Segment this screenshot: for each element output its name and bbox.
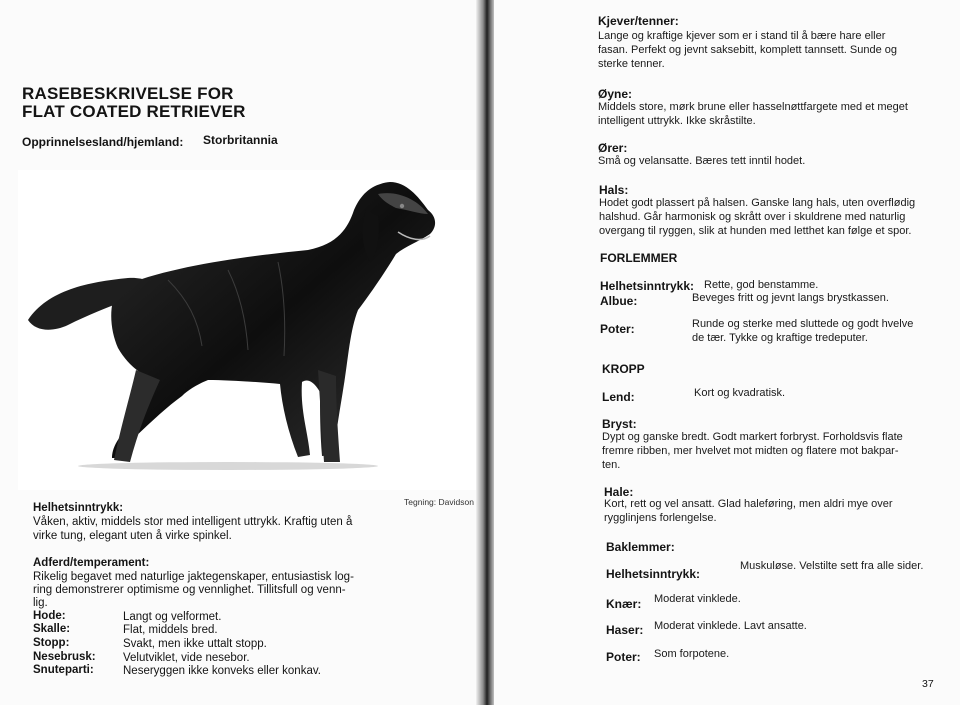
hind-feet-value: Som forpotene.	[654, 648, 730, 660]
tail-line-1: Kort, rett og vel ansatt. Glad haleføring, men aldri mye over	[604, 498, 893, 510]
book-gutter	[476, 0, 496, 705]
tail-line-2: rygglinjens forlengelse.	[604, 512, 717, 524]
elbow-label: Albue:	[600, 294, 638, 308]
temperament-label: Adferd/temperament:	[33, 557, 150, 569]
hind-general-value: Muskuløse. Velstilte sett fra alle sider.	[740, 560, 924, 572]
neck-line-2: halshud. Går harmonisk og skrått over i skuldrene med naturlig	[599, 211, 906, 223]
body-heading: KROPP	[602, 362, 645, 376]
stop-value: Svakt, men ikke uttalt stopp.	[123, 638, 267, 650]
general-label: Helhetsinntrykk:	[33, 502, 124, 514]
skull-value: Flat, middels bred.	[123, 624, 218, 636]
jaws-line-2: fasan. Perfekt og jevnt saksebitt, komplett tannsett. Sunde og	[598, 44, 898, 56]
loin-value: Kort og kvadratisk.	[694, 387, 786, 399]
ears-label: Ører:	[598, 141, 628, 155]
neck-line-3: overgang til ryggen, slik at hunden med letthet kan følge et spor.	[599, 225, 912, 237]
head-value: Langt og velformet.	[123, 611, 222, 623]
eyes-line-2: intelligent uttrykk. Ikke skråstilte.	[598, 115, 756, 127]
forequarters-heading: FORLEMMER	[600, 251, 678, 265]
hind-general-label: Helhetsinntrykk:	[606, 567, 701, 581]
general-line-2: virke tung, elegant uten å virke spinkel.	[33, 530, 232, 542]
loin-label: Lend:	[602, 390, 635, 404]
eyes-line-1: Middels store, mørk brune eller hasselnøttfargete med et meget	[598, 101, 908, 113]
chest-line-1: Dypt og ganske bredt. Godt markert forbryst. Forholdsvis flate	[602, 431, 903, 443]
elbow-value: Beveges fritt og jevnt langs brystkassen.	[692, 292, 889, 304]
fore-general-label: Helhetsinntrykk:	[600, 279, 695, 293]
right-page	[494, 0, 960, 705]
stop-label: Stopp:	[33, 637, 70, 649]
neck-label: Hals:	[599, 183, 629, 197]
skull-label: Skalle:	[33, 623, 71, 635]
muzzle-value: Neseryggen ikke konveks eller konkav.	[123, 665, 321, 677]
general-line-1: Våken, aktiv, middels stor med intelligent uttrykk. Kraftig uten å	[33, 516, 353, 528]
tail-label: Hale:	[604, 485, 634, 499]
muzzle-label: Snuteparti:	[33, 664, 94, 676]
knee-label: Knær:	[606, 597, 642, 611]
dog-illustration	[18, 170, 478, 490]
title-line-2: FLAT COATED RETRIEVER	[22, 102, 246, 121]
feet-label: Poter:	[600, 322, 635, 336]
jaws-label: Kjever/tenner:	[598, 14, 679, 28]
jaws-line-1: Lange og kraftige kjever som er i stand til å bære hare eller	[598, 30, 886, 42]
chest-line-2: fremre ribben, mer hvelvet mot midten og flatere mot bakpar-	[602, 445, 899, 457]
feet-line-2: de tær. Tykke og kraftige tredeputer.	[692, 332, 868, 344]
left-page	[0, 0, 478, 705]
chest-label: Bryst:	[602, 417, 637, 431]
ears-line-1: Små og velansatte. Bæres tett inntil hodet.	[598, 155, 806, 167]
hindquarters-label: Baklemmer:	[606, 540, 675, 554]
chest-line-3: ten.	[602, 459, 621, 471]
temperament-line-3: lig.	[33, 597, 48, 609]
temperament-line-1: Rikelig begavet med naturlige jaktegenskaper, entusiastisk log-	[33, 571, 354, 583]
title-line-1: RASEBESKRIVELSE FOR	[22, 84, 234, 103]
neck-line-1: Hodet godt plassert på halsen. Ganske lang hals, uten overflødig	[599, 197, 916, 209]
origin-label: Opprinnelsesland/hjemland:	[22, 135, 184, 149]
hock-value: Moderat vinklede. Lavt ansatte.	[654, 620, 807, 632]
nose-value: Velutviklet, vide nesebor.	[123, 652, 250, 664]
hock-label: Haser:	[606, 623, 644, 637]
nose-label: Nesebrusk:	[33, 651, 96, 663]
knee-value: Moderat vinklede.	[654, 593, 741, 605]
eyes-label: Øyne:	[598, 87, 633, 101]
head-label: Hode:	[33, 610, 66, 622]
fore-general-value: Rette, god benstamme.	[704, 279, 819, 291]
illustration-caption: Tegning: Davidson	[404, 497, 474, 507]
page-number: 37	[922, 678, 934, 690]
origin-value: Storbritannia	[203, 133, 278, 147]
temperament-line-2: ring demonstrerer optimisme og vennlighet. Tillitsfull og venn-	[33, 584, 346, 596]
dog-drawing	[18, 170, 478, 490]
feet-line-1: Runde og sterke med sluttede og godt hvelve	[692, 318, 914, 330]
jaws-line-3: sterke tenner.	[598, 58, 665, 70]
hind-feet-label: Poter:	[606, 650, 641, 664]
